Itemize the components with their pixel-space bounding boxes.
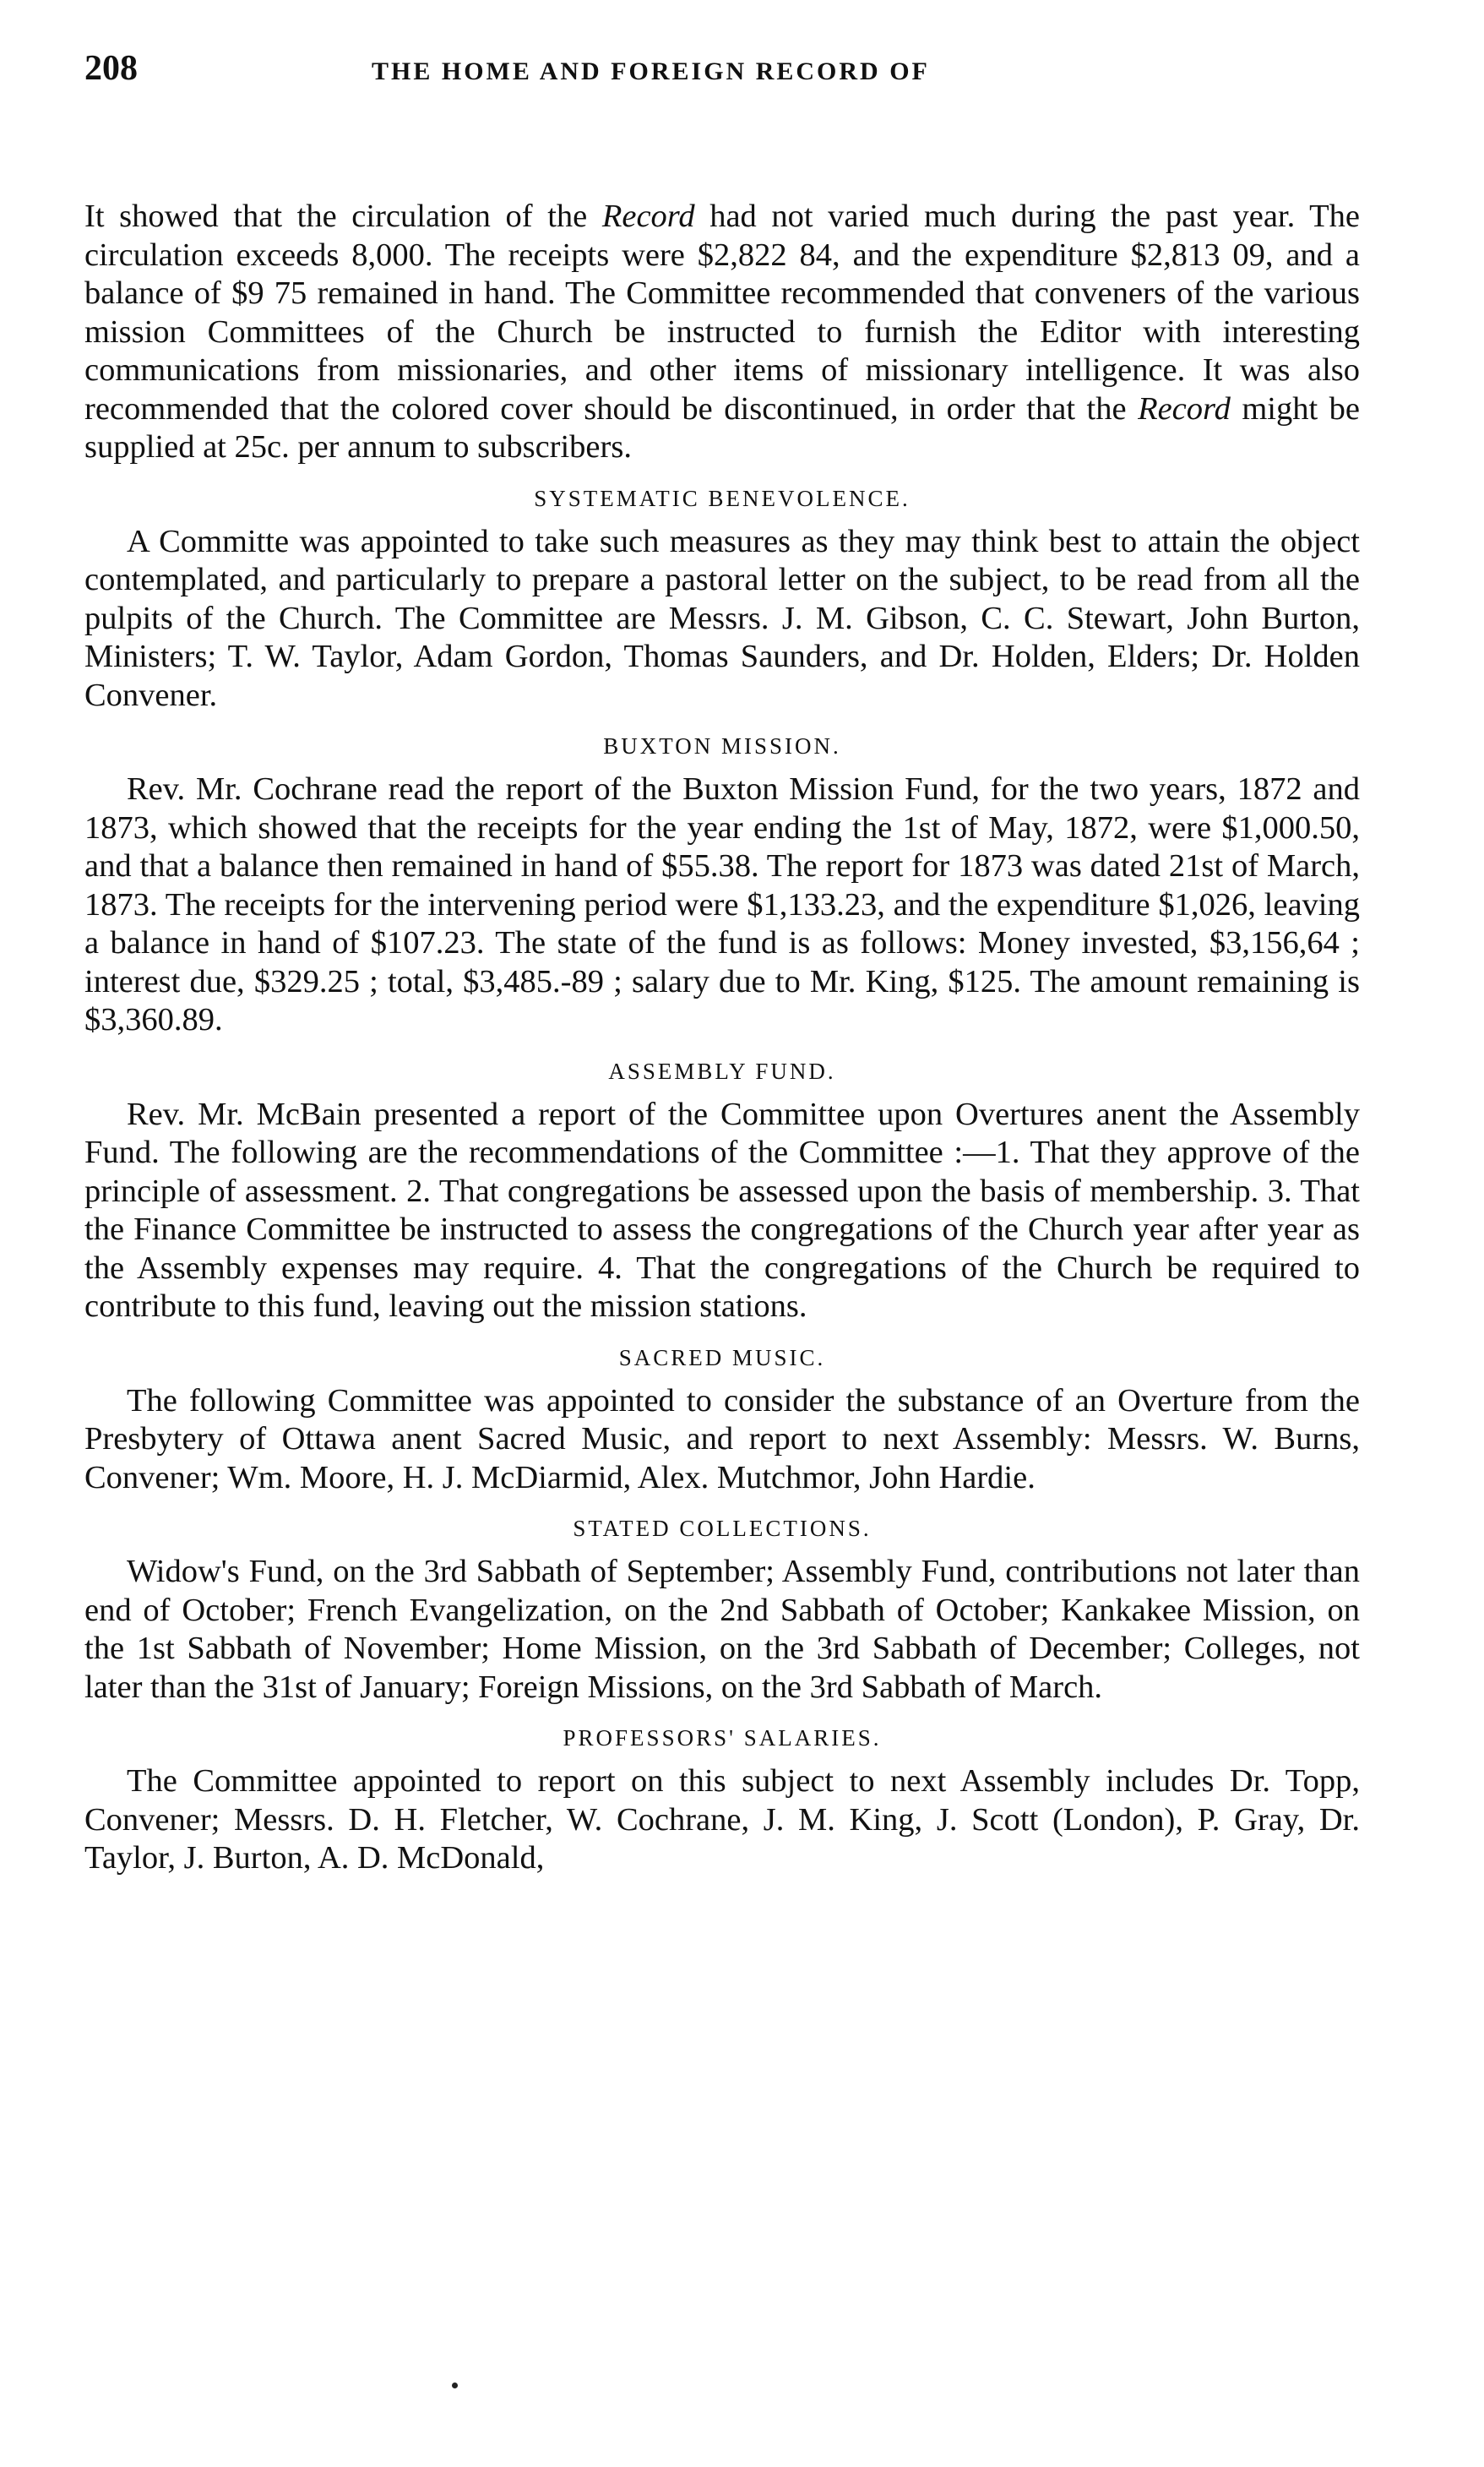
section-heading-systematic-benevolence: SYSTEMATIC BENEVOLENCE. xyxy=(534,485,911,511)
paragraph-professors-salaries: The Committee appointed to report on this subject to next Assembly includes Dr. Topp, Convener; Messrs. D. H. Fletcher, W. Cochrane, J. M. King, J. Scott (London), P. Gray, Dr. Taylor, J. Burton, A. D. McDonald, xyxy=(84,1763,1360,1876)
section-heading-professors-salaries: PROFESSORS' SALARIES. xyxy=(563,1725,882,1751)
paragraph-sacred-music: The following Committee was appointed to consider the substance of an Overture from the Presbytery of Ottawa anent Sacred Music, and report to next Assembly: Messrs. W. Burns, Convener; Wm. Moore, H. J. McDiarmid, Alex. Mutchmor, John Hardie. xyxy=(84,1382,1360,1495)
intro-text-2: had not varied much during the past year. The circulation exceeds 8,000. The receipts were $2,822 84, and the expenditure $2,813 09, and a balance of $9 75 remained in hand. The Committee recommended that conveners of the various mission Committees of the Church be instructed to furnish the Editor with interesting communications from missionaries, and other items of missionary intelligence. It was also recommended that the colored cover should be discontinued, in order that the xyxy=(84,199,1360,427)
page-ornament-dot xyxy=(452,2383,458,2388)
intro-text-3: might be supplied at 25c. per annum to subscribers. xyxy=(84,390,1360,465)
intro-text-1: It showed that the circulation of the xyxy=(84,199,602,234)
page-header xyxy=(84,51,1360,105)
section-heading-stated-collections: STATED COLLECTIONS. xyxy=(573,1516,872,1541)
intro-paragraph xyxy=(84,198,1360,467)
intro-italic-record-1: Record xyxy=(601,199,695,234)
intro-italic-record-2: Record xyxy=(1138,390,1231,427)
paragraph-systematic-benevolence: A Committe was appointed to take such measures as they may think best to attain the object contemplated, and particularly to prepare a pastoral letter on the subject, to be read from all the pulpits of the Church. The Committee are Messrs. J. M. Gibson, C. C. Stewart, John Burton, Ministers; T. W. Taylor, Adam Gordon, Thomas Saunders, and Dr. Holden, Elders; Dr. Holden Convener. xyxy=(84,523,1360,713)
section-heading-sacred-music: SACRED MUSIC. xyxy=(618,1344,826,1370)
running-head: THE HOME AND FOREIGN RECORD OF xyxy=(372,57,930,85)
section-heading-assembly-fund: ASSEMBLY FUND. xyxy=(608,1058,836,1084)
paragraph-stated-collections: Widow's Fund, on the 3rd Sabbath of September; Assembly Fund, contributions not later than end of October; French Evangelization, on the 2nd Sabbath of October; Kankakee Mission, on the 1st Sabbath of November; Home Mission, on the 3rd Sabbath of December; Colleges, not later than the 31st of January; Foreign Missions, on the 3rd Sabbath of March. xyxy=(84,1554,1360,1705)
paragraph-assembly-fund: Rev. Mr. McBain presented a report of the Committee upon Overtures anent the Assembly Fund. The following are the recommendations of the Committee :—1. That they approve of the principle of assessment. 2. That congregations be assessed upon the basis of membership. 3. That the Finance Committee be instructed to assess the congregations of the Church year after year as the Assembly expenses may require. 4. That the congregations of the Church be required to contribute to this fund, leaving out the mission stations. xyxy=(84,1096,1360,1324)
section-heading-buxton-mission: BUXTON MISSION. xyxy=(603,733,841,759)
paragraph-buxton-mission: Rev. Mr. Cochrane read the report of the Buxton Mission Fund, for the two years, 1872 and 1873, which showed that the receipts for the year ending the 1st of May, 1872, were $1,000.50, and that a balance then remained in hand of $55.38. The report for 1873 was dated 21st of March, 1873. The receipts for the intervening period were $1,133.23, and the expenditure $1,026, leaving a balance in hand of $107.23. The state of the fund is as follows: Money invested, $3,156,64 ; interest due, $329.25 ; total, $3,485.-89 ; salary due to Mr. King, $125. The amount remaining is $3,360.89. xyxy=(84,771,1360,1037)
document-page xyxy=(84,51,1360,1878)
page-number: 208 xyxy=(84,49,138,88)
